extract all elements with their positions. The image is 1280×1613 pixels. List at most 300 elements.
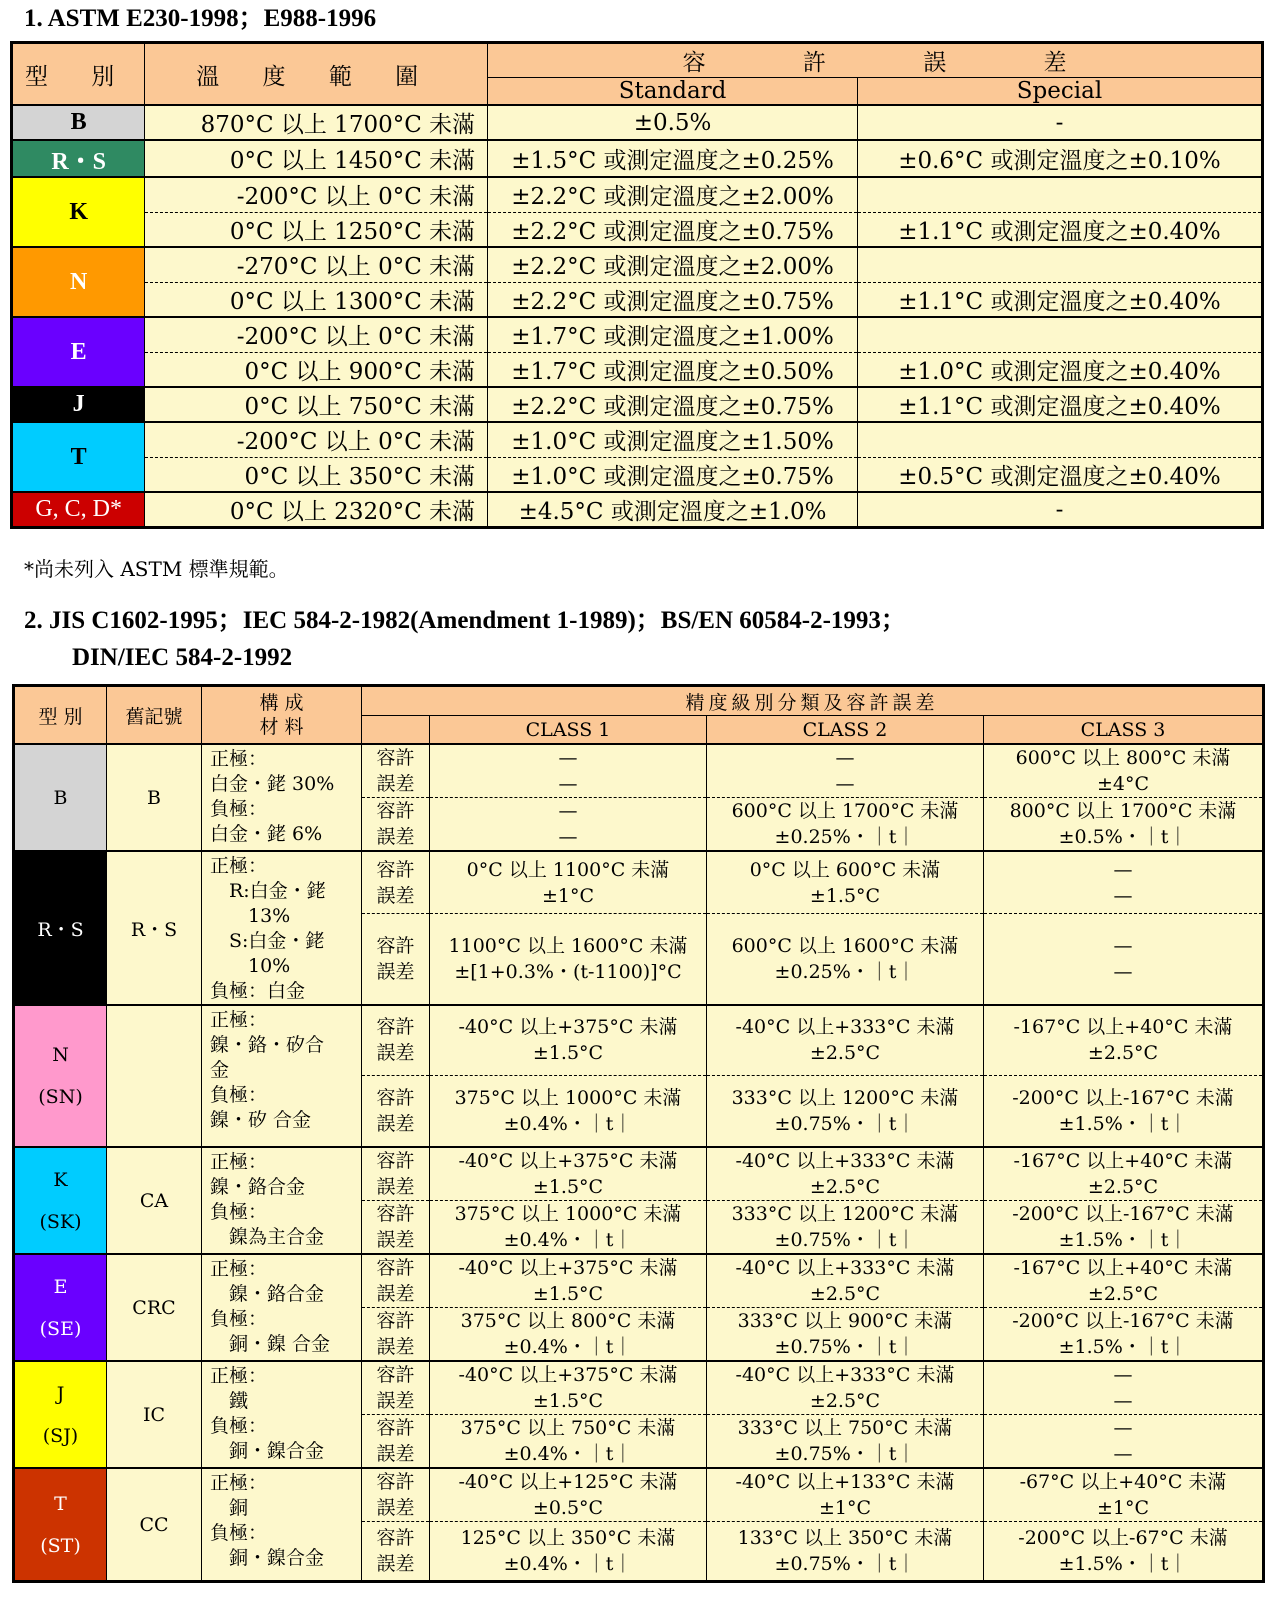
- material-line: 鎳・鉻合金: [210, 1283, 325, 1305]
- tolerance-line: ±0.75%・｜t｜: [774, 1336, 916, 1358]
- tolerance-line: —: [1113, 1364, 1133, 1386]
- section2-title-line2: DIN/IEC 584-2-1992: [72, 644, 293, 671]
- tolerance-line: ±1.5°C: [532, 1390, 604, 1412]
- material-cell: [202, 851, 362, 1005]
- class3-cell: [984, 798, 1264, 852]
- class3-cell: [984, 1254, 1264, 1308]
- table-row: [12, 387, 1263, 422]
- tolerance-label-line: 容許: [376, 1016, 415, 1039]
- table-row: [12, 457, 1263, 492]
- class2-cell: [707, 1308, 984, 1362]
- class3-cell: [984, 1005, 1264, 1075]
- material-line: 正極：: [210, 748, 268, 770]
- table-row: [14, 744, 1264, 798]
- tolerance-line: ±2.5°C: [1087, 1042, 1159, 1065]
- material-line: 負極：白金: [210, 980, 306, 1002]
- special-cell: ±1.0°C 或測定溫度之±0.40%: [858, 352, 1263, 387]
- tolerance-line: -40°C 以上+375°C 未滿: [458, 1364, 678, 1386]
- class2-cell: [707, 744, 984, 798]
- class1-cell: [430, 1361, 707, 1415]
- type-cell: G, C, D*: [12, 492, 145, 528]
- range-cell: 0°C 以上 750°C 未滿: [145, 387, 488, 422]
- header-class1: CLASS 1: [430, 716, 707, 745]
- type-cell: E: [12, 317, 145, 387]
- tolerance-line: ±2.5°C: [809, 1042, 881, 1065]
- tolerance-line: -167°C 以上+40°C 未滿: [1013, 1150, 1233, 1172]
- tolerance-label: [362, 1415, 430, 1469]
- tolerance-line: ±0.4%・｜t｜: [503, 1336, 633, 1358]
- table-row: [12, 212, 1263, 247]
- header-blank: [362, 716, 430, 745]
- table-row: [12, 105, 1263, 140]
- range-cell: 0°C 以上 2320°C 未滿: [145, 492, 488, 528]
- table-row: [12, 140, 1263, 177]
- tolerance-label-line: 誤差: [376, 1443, 415, 1465]
- tolerance-line: ±1°C: [541, 884, 595, 907]
- type-label: (SJ): [42, 1424, 79, 1447]
- special-cell: -: [858, 105, 1263, 140]
- tolerance-line: ±0.75%・｜t｜: [774, 1112, 916, 1135]
- material-cell: [202, 1254, 362, 1361]
- material-line: 負極：: [210, 798, 268, 820]
- old-code-cell: [107, 1005, 202, 1147]
- tolerance-line: 375°C 以上 1000°C 未滿: [454, 1203, 682, 1225]
- material-line: 鎳・鉻・矽合: [210, 1034, 325, 1056]
- tolerance-line: -40°C 以上+375°C 未滿: [458, 1257, 678, 1279]
- tolerance-line: ±1°C: [818, 1497, 872, 1519]
- tolerance-line: ±2.5°C: [809, 1283, 881, 1305]
- type-cell: [14, 744, 107, 851]
- standard-cell: ±2.2°C 或測定溫度之±2.00%: [488, 177, 858, 212]
- tolerance-label: [362, 851, 430, 914]
- tolerance-line: -200°C 以上-167°C 未滿: [1012, 1203, 1234, 1225]
- material-line: 正極：: [210, 1009, 268, 1031]
- tolerance-label-line: 誤差: [376, 1497, 415, 1519]
- class2-cell: [707, 1522, 984, 1582]
- special-cell: [858, 422, 1263, 457]
- class1-cell: [430, 851, 707, 914]
- range-cell: 0°C 以上 350°C 未滿: [145, 457, 488, 492]
- tolerance-label: [362, 1201, 430, 1255]
- tolerance-line: ±0.25%・｜t｜: [774, 826, 916, 848]
- material-line: 白金・銠 30%: [210, 773, 335, 795]
- tolerance-line: ±2.5°C: [1087, 1283, 1159, 1305]
- class2-cell: [707, 1415, 984, 1469]
- special-cell: [858, 317, 1263, 352]
- standard-cell: ±2.2°C 或測定溫度之±2.00%: [488, 247, 858, 282]
- standard-cell: ±1.7°C 或測定溫度之±0.50%: [488, 352, 858, 387]
- material-line: R:白金・銠: [210, 880, 326, 902]
- tolerance-label: [362, 798, 430, 852]
- table-row: [12, 317, 1263, 352]
- tolerance-label-line: 容許: [376, 747, 415, 769]
- tolerance-label-line: 容許: [376, 935, 415, 958]
- class3-cell: [984, 1361, 1264, 1415]
- tolerance-label-line: 容許: [376, 800, 415, 822]
- type-label: T: [54, 1492, 67, 1515]
- class1-cell: [430, 744, 707, 798]
- type-cell: [14, 1361, 107, 1468]
- tolerance-line: —: [1113, 961, 1133, 984]
- tolerance-label: [362, 1522, 430, 1582]
- material-line: 正極：: [210, 1472, 268, 1494]
- tolerance-line: 125°C 以上 350°C 未滿: [460, 1527, 676, 1549]
- tolerance-line: -40°C 以上+333°C 未滿: [735, 1364, 955, 1386]
- tolerance-line: ±1.5°C: [809, 884, 881, 907]
- tolerance-label-line: 誤差: [376, 1176, 415, 1198]
- tolerance-line: ±2.5°C: [1087, 1176, 1159, 1198]
- jis-table-body: [14, 744, 1264, 1582]
- tolerance-line: —: [835, 773, 855, 795]
- special-cell: ±0.5°C 或測定溫度之±0.40%: [858, 457, 1263, 492]
- class3-cell: [984, 1522, 1264, 1582]
- tolerance-line: —: [1113, 884, 1133, 907]
- class2-cell: [707, 1468, 984, 1522]
- type-label: E: [53, 1275, 68, 1298]
- class2-cell: [707, 1201, 984, 1255]
- tolerance-line: -67°C 以上+40°C 未滿: [1019, 1471, 1227, 1493]
- tolerance-label-line: 誤差: [376, 826, 415, 848]
- tolerance-line: ±[1+0.3%・(t-1100)]°C: [454, 961, 682, 984]
- tolerance-label-line: 誤差: [376, 1229, 415, 1251]
- tolerance-line: ±1.5%・｜t｜: [1058, 1336, 1188, 1358]
- tolerance-line: -200°C 以上-167°C 未滿: [1012, 1310, 1234, 1332]
- type-label: R・S: [37, 918, 84, 941]
- material-line: 負極：: [210, 1415, 268, 1437]
- class2-cell: [707, 798, 984, 852]
- standard-cell: ±2.2°C 或測定溫度之±0.75%: [488, 387, 858, 422]
- header-old-code: 舊記號: [107, 686, 202, 745]
- old-code-cell: IC: [107, 1361, 202, 1468]
- jis-iec-accuracy-table: [12, 684, 1265, 1583]
- table-row: [12, 422, 1263, 457]
- tolerance-label-line: 誤差: [376, 1553, 415, 1575]
- header-material: 構 成 材 料: [202, 686, 362, 745]
- material-line: 鎳・鉻合金: [210, 1176, 306, 1198]
- standard-cell: ±1.7°C 或測定溫度之±1.00%: [488, 317, 858, 352]
- tolerance-label: [362, 1075, 430, 1147]
- material-line: 13%: [210, 905, 291, 927]
- special-cell: -: [858, 492, 1263, 528]
- material-cell: [202, 1468, 362, 1582]
- tolerance-line: 600°C 以上 1700°C 未滿: [731, 800, 959, 822]
- tolerance-line: —: [1113, 1417, 1133, 1439]
- tolerance-line: 1100°C 以上 1600°C 未滿: [448, 935, 688, 958]
- range-cell: -200°C 以上 0°C 未滿: [145, 317, 488, 352]
- header-class2: CLASS 2: [707, 716, 984, 745]
- material-cell: [202, 1361, 362, 1468]
- material-line: 負極：: [210, 1084, 268, 1106]
- type-label: (SK): [39, 1210, 82, 1233]
- class2-cell: [707, 1254, 984, 1308]
- tolerance-line: —: [558, 773, 578, 795]
- tolerance-label-line: 容許: [376, 1150, 415, 1172]
- old-code-cell: CRC: [107, 1254, 202, 1361]
- special-cell: ±1.1°C 或測定溫度之±0.40%: [858, 212, 1263, 247]
- tolerance-line: -200°C 以上-167°C 未滿: [1012, 1086, 1234, 1109]
- class1-cell: [430, 1415, 707, 1469]
- tolerance-line: 600°C 以上 1600°C 未滿: [731, 935, 959, 958]
- tolerance-line: ±1°C: [1096, 1497, 1150, 1519]
- tolerance-label: [362, 1361, 430, 1415]
- class2-cell: [707, 914, 984, 1005]
- tolerance-line: ±0.4%・｜t｜: [503, 1229, 633, 1251]
- tolerance-line: ±1.5%・｜t｜: [1058, 1229, 1188, 1251]
- tolerance-label-line: 誤差: [376, 1390, 415, 1412]
- type-cell: [14, 1254, 107, 1361]
- class1-cell: [430, 1005, 707, 1075]
- class2-cell: [707, 1361, 984, 1415]
- class1-cell: [430, 1308, 707, 1362]
- astm-table-body: [12, 105, 1263, 528]
- astm-tolerance-table: [10, 41, 1264, 529]
- tolerance-line: ±1.5%・｜t｜: [1058, 1112, 1188, 1135]
- special-cell: ±1.1°C 或測定溫度之±0.40%: [858, 282, 1263, 317]
- table-row: [12, 247, 1263, 282]
- material-line: 銅・鎳 合金: [210, 1333, 331, 1355]
- class3-cell: [984, 1075, 1264, 1147]
- material-line: 正極：: [210, 855, 268, 877]
- tolerance-line: ±0.75%・｜t｜: [774, 1443, 916, 1465]
- tolerance-label-line: 容許: [376, 858, 415, 881]
- table-row: [12, 352, 1263, 387]
- tolerance-line: 800°C 以上 1700°C 未滿: [1009, 800, 1237, 822]
- tolerance-line: ±0.75%・｜t｜: [774, 1229, 916, 1251]
- material-cell: [202, 1005, 362, 1147]
- material-line: 白金・銠 6%: [210, 823, 323, 845]
- tolerance-line: 375°C 以上 1000°C 未滿: [454, 1086, 682, 1109]
- tolerance-line: ±0.5°C: [532, 1497, 604, 1519]
- tolerance-line: -40°C 以上+333°C 未滿: [735, 1257, 955, 1279]
- range-cell: 0°C 以上 1300°C 未滿: [145, 282, 488, 317]
- range-cell: -200°C 以上 0°C 未滿: [145, 177, 488, 212]
- standard-cell: ±0.5%: [488, 105, 858, 140]
- special-cell: ±1.1°C 或測定溫度之±0.40%: [858, 387, 1263, 422]
- tolerance-line: -40°C 以上+133°C 未滿: [735, 1471, 955, 1493]
- class3-cell: [984, 914, 1264, 1005]
- table-row: [12, 492, 1263, 528]
- tolerance-label-line: 誤差: [376, 1112, 415, 1135]
- header-type: 型 別: [14, 686, 107, 745]
- table-row: [14, 1254, 1264, 1308]
- type-cell: K: [12, 177, 145, 247]
- tolerance-line: ±0.4%・｜t｜: [503, 1112, 633, 1135]
- tolerance-line: -40°C 以上+375°C 未滿: [458, 1016, 678, 1039]
- class3-cell: [984, 1468, 1264, 1522]
- type-cell: [14, 851, 107, 1005]
- header-class3: CLASS 3: [984, 716, 1264, 745]
- table-row: [14, 1147, 1264, 1201]
- type-cell: J: [12, 387, 145, 422]
- table-row: [14, 851, 1264, 914]
- tolerance-line: 0°C 以上 600°C 未滿: [749, 858, 941, 881]
- range-cell: 0°C 以上 1250°C 未滿: [145, 212, 488, 247]
- old-code-cell: R・S: [107, 851, 202, 1005]
- special-cell: ±0.6°C 或測定溫度之±0.10%: [858, 140, 1263, 177]
- standard-cell: ±1.0°C 或測定溫度之±0.75%: [488, 457, 858, 492]
- tolerance-line: —: [558, 800, 578, 822]
- type-cell: [14, 1005, 107, 1147]
- material-cell: [202, 1147, 362, 1254]
- header-special: Special: [858, 78, 1263, 106]
- tolerance-label-line: 容許: [376, 1471, 415, 1493]
- material-line: 鐵: [210, 1390, 249, 1412]
- tolerance-line: —: [558, 826, 578, 848]
- class1-cell: [430, 798, 707, 852]
- tolerance-line: ±1.5%・｜t｜: [1058, 1553, 1188, 1575]
- tolerance-label-line: 容許: [376, 1257, 415, 1279]
- footnote: *尚未列入 ASTM 標準規範。: [24, 557, 289, 581]
- material-line: 負極：: [210, 1201, 268, 1223]
- class2-cell: [707, 1005, 984, 1075]
- class2-cell: [707, 1147, 984, 1201]
- tolerance-line: 333°C 以上 1200°C 未滿: [731, 1203, 959, 1225]
- tolerance-label: [362, 744, 430, 798]
- table-row: [14, 1005, 1264, 1075]
- type-label: N: [52, 1044, 69, 1066]
- material-line: 負極：: [210, 1308, 268, 1330]
- class3-cell: [984, 744, 1264, 798]
- section1-title: 1. ASTM E230-1998；E988-1996: [24, 5, 377, 32]
- tolerance-line: ±2.5°C: [809, 1176, 881, 1198]
- table-row: [14, 1361, 1264, 1415]
- range-cell: -200°C 以上 0°C 未滿: [145, 422, 488, 457]
- material-line: 銅: [210, 1497, 249, 1519]
- tolerance-label: [362, 1147, 430, 1201]
- header-standard: Standard: [488, 78, 858, 106]
- tolerance-line: ±4°C: [1096, 773, 1150, 795]
- type-label: K: [53, 1168, 68, 1191]
- tolerance-line: —: [1113, 858, 1133, 881]
- tolerance-line: 600°C 以上 800°C 未滿: [1015, 747, 1231, 769]
- tolerance-line: ±0.25%・｜t｜: [774, 961, 916, 984]
- class1-cell: [430, 1254, 707, 1308]
- tolerance-line: 333°C 以上 900°C 未滿: [737, 1310, 953, 1332]
- material-line: 負極：: [210, 1522, 268, 1544]
- material-line: 鎳為主合金: [210, 1226, 325, 1248]
- material-line: 金: [210, 1059, 230, 1081]
- tolerance-line: -167°C 以上+40°C 未滿: [1013, 1016, 1233, 1039]
- tolerance-label-line: 誤差: [376, 1042, 415, 1065]
- tolerance-label: [362, 1308, 430, 1362]
- tolerance-line: —: [1113, 1390, 1133, 1412]
- special-cell: [858, 177, 1263, 212]
- tolerance-label-line: 誤差: [376, 1336, 415, 1358]
- tolerance-line: ±1.5°C: [532, 1283, 604, 1305]
- standard-cell: ±2.2°C 或測定溫度之±0.75%: [488, 212, 858, 247]
- class3-cell: [984, 1308, 1264, 1362]
- tolerance-label-line: 容許: [376, 1203, 415, 1225]
- tolerance-line: -40°C 以上+333°C 未滿: [735, 1150, 955, 1172]
- section2-title-line1: 2. JIS C1602-1995；IEC 584-2-1982(Amendment 1-1989)；BS/EN 60584-2-1993；: [24, 607, 906, 634]
- tolerance-label-line: 誤差: [376, 1283, 415, 1305]
- tolerance-line: 333°C 以上 1200°C 未滿: [731, 1086, 959, 1109]
- type-label: (ST): [40, 1534, 81, 1557]
- tolerance-line: -40°C 以上+125°C 未滿: [458, 1471, 678, 1493]
- tolerance-line: 375°C 以上 800°C 未滿: [460, 1310, 676, 1332]
- type-label: (SE): [39, 1317, 82, 1340]
- table-row: [14, 1468, 1264, 1522]
- range-cell: 0°C 以上 1450°C 未滿: [145, 140, 488, 177]
- tolerance-label: [362, 914, 430, 1005]
- tolerance-line: -40°C 以上+333°C 未滿: [735, 1016, 955, 1039]
- tolerance-label-line: 容許: [376, 1086, 415, 1109]
- standard-cell: ±4.5°C 或測定溫度之±1.0%: [488, 492, 858, 528]
- special-cell: [858, 247, 1263, 282]
- type-cell: B: [12, 105, 145, 140]
- type-cell: [14, 1468, 107, 1582]
- range-cell: 0°C 以上 900°C 未滿: [145, 352, 488, 387]
- tolerance-label-line: 誤差: [376, 961, 415, 984]
- tolerance-line: ±1.5°C: [532, 1042, 604, 1065]
- tolerance-line: ±2.5°C: [809, 1390, 881, 1412]
- tolerance-line: 375°C 以上 750°C 未滿: [460, 1417, 676, 1439]
- tolerance-line: 333°C 以上 750°C 未滿: [737, 1417, 953, 1439]
- tolerance-label-line: 容許: [376, 1310, 415, 1332]
- class1-cell: [430, 1522, 707, 1582]
- table-row: [12, 177, 1263, 212]
- tolerance-line: ±1.5°C: [532, 1176, 604, 1198]
- tolerance-line: -40°C 以上+375°C 未滿: [458, 1150, 678, 1172]
- class1-cell: [430, 1468, 707, 1522]
- class1-cell: [430, 1147, 707, 1201]
- class1-cell: [430, 1075, 707, 1147]
- type-cell: N: [12, 247, 145, 317]
- class2-cell: [707, 851, 984, 914]
- tolerance-label: [362, 1468, 430, 1522]
- material-line: 銅・鎳合金: [210, 1440, 325, 1462]
- type-label: B: [53, 786, 68, 809]
- tolerance-line: —: [1113, 935, 1133, 958]
- old-code-cell: CC: [107, 1468, 202, 1582]
- old-code-cell: CA: [107, 1147, 202, 1254]
- standard-cell: ±2.2°C 或測定溫度之±0.75%: [488, 282, 858, 317]
- header-accuracy-class: 精度級別分類及容許誤差: [362, 686, 1264, 716]
- class3-cell: [984, 1147, 1264, 1201]
- tolerance-line: ±0.5%・｜t｜: [1058, 826, 1188, 848]
- header-tolerance: 容 許 誤 差: [488, 43, 1263, 78]
- tolerance-line: ±0.75%・｜t｜: [774, 1553, 916, 1575]
- tolerance-line: 0°C 以上 1100°C 未滿: [466, 858, 670, 881]
- tolerance-line: -167°C 以上+40°C 未滿: [1013, 1257, 1233, 1279]
- type-label: J: [56, 1382, 65, 1405]
- type-cell: T: [12, 422, 145, 492]
- class1-cell: [430, 1201, 707, 1255]
- tolerance-label-line: 容許: [376, 1364, 415, 1386]
- class3-cell: [984, 1201, 1264, 1255]
- tolerance-label-line: 容許: [376, 1417, 415, 1439]
- material-line: 鎳・矽 合金: [210, 1109, 312, 1131]
- tolerance-line: —: [835, 747, 855, 769]
- tolerance-line: ±0.4%・｜t｜: [503, 1443, 633, 1465]
- material-line: 銅・鎳合金: [210, 1547, 325, 1569]
- tolerance-line: —: [558, 747, 578, 769]
- old-code-cell: B: [107, 744, 202, 851]
- standard-cell: ±1.5°C 或測定溫度之±0.25%: [488, 140, 858, 177]
- tolerance-label: [362, 1005, 430, 1075]
- standard-cell: ±1.0°C 或測定溫度之±1.50%: [488, 422, 858, 457]
- class3-cell: [984, 1415, 1264, 1469]
- material-line: 正極：: [210, 1151, 268, 1173]
- tolerance-line: 133°C 以上 350°C 未滿: [737, 1527, 953, 1549]
- header-temperature-range: 溫 度 範 圍: [145, 43, 488, 106]
- table-row: [12, 282, 1263, 317]
- material-line: 正極：: [210, 1365, 268, 1387]
- tolerance-line: ±0.4%・｜t｜: [503, 1553, 633, 1575]
- range-cell: 870°C 以上 1700°C 未滿: [145, 105, 488, 140]
- tolerance-label-line: 誤差: [376, 884, 415, 907]
- class1-cell: [430, 914, 707, 1005]
